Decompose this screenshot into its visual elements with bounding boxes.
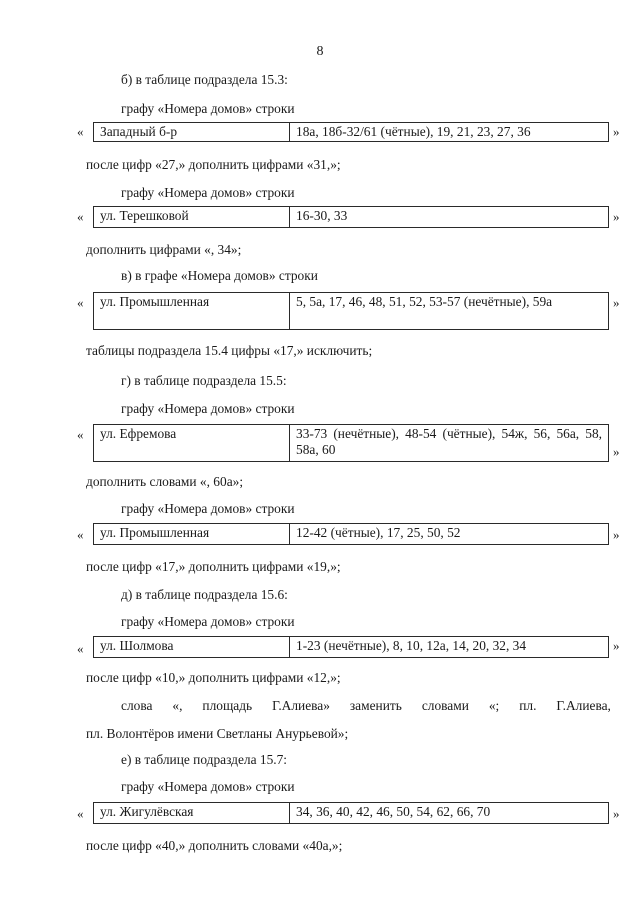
house-numbers: 34, 36, 40, 42, 46, 50, 54, 62, 66, 70 <box>296 804 491 819</box>
quote-close: » <box>613 295 620 310</box>
paragraph-exclude-17: таблицы подраздела 15.4 цифры «17,» исключить; <box>86 343 373 358</box>
street-name: Западный б-р <box>94 123 290 141</box>
paragraph-column-houses: графу «Номера домов» строки <box>121 401 295 416</box>
paragraph-add-19: после цифр «17,» дополнить цифрами «19,»; <box>86 559 341 574</box>
street-name: ул. Промышленная <box>94 293 290 329</box>
quote-open: « <box>77 209 84 224</box>
quote-open: « <box>77 641 84 656</box>
paragraph-add-40a: после цифр «40,» дополнить словами «40а,»; <box>86 838 343 853</box>
word: заменить <box>349 698 402 713</box>
word: словами <box>421 698 469 713</box>
paragraph-add-12: после цифр «10,» дополнить цифрами «12,»; <box>86 670 341 685</box>
quote-close: » <box>613 124 620 139</box>
street-name: ул. Жигулёвская <box>94 803 290 823</box>
paragraph-column-houses: графу «Номера домов» строки <box>121 779 295 794</box>
quote-open: « <box>77 124 84 139</box>
house-numbers: 12-42 (чётные), 17, 25, 50, 52 <box>296 525 461 540</box>
quote-close: » <box>613 638 620 653</box>
house-numbers: 18а, 18б-32/61 (чётные), 19, 21, 23, 27, 36 <box>296 124 531 139</box>
street-name: ул. Шолмова <box>94 637 290 657</box>
word: «, <box>172 698 183 713</box>
house-numbers: 16-30, 33 <box>296 208 348 223</box>
paragraph-replace-words <box>86 698 611 714</box>
paragraph-replace-words-cont: пл. Волонтёров имени Светланы Анурьевой»; <box>86 726 349 741</box>
word: Г.Алиева, <box>556 698 611 713</box>
quote-close: » <box>613 444 620 459</box>
paragraph-subsection-15-3: б) в таблице подраздела 15.3: <box>121 72 288 87</box>
word: площадь <box>202 698 253 713</box>
word: «; <box>488 698 500 713</box>
quote-open: « <box>77 806 84 821</box>
paragraph-column-houses: в) в графе «Номера домов» строки <box>121 268 318 283</box>
paragraph-subsection-15-6: д) в таблице подраздела 15.6: <box>121 587 288 602</box>
paragraph-subsection-15-7: е) в таблице подраздела 15.7: <box>121 752 288 767</box>
page-number: 8 <box>316 44 324 59</box>
quote-close: » <box>613 527 620 542</box>
word: пл. <box>519 698 537 713</box>
house-numbers: 1-23 (нечётные), 8, 10, 12а, 14, 20, 32, 34 <box>296 638 527 653</box>
paragraph-column-houses: графу «Номера домов» строки <box>121 501 295 516</box>
word: Г.Алиева» <box>272 698 330 713</box>
street-name: ул. Промышленная <box>94 524 290 544</box>
word: слова <box>121 698 153 713</box>
paragraph-column-houses: графу «Номера домов» строки <box>121 185 295 200</box>
paragraph-column-houses: графу «Номера домов» строки <box>121 101 295 116</box>
street-name: ул. Ефремова <box>94 425 290 461</box>
quote-open: « <box>77 527 84 542</box>
house-numbers: 33-73 (нечётные), 48-54 (чётные), 54ж, 56, 56а, 58, 58а, 60 <box>296 426 602 457</box>
quote-close: » <box>613 209 620 224</box>
quote-close: » <box>613 806 620 821</box>
quote-open: « <box>77 295 84 310</box>
paragraph-add-34: дополнить цифрами «, 34»; <box>86 242 242 257</box>
street-name: ул. Терешковой <box>94 207 290 227</box>
paragraph-subsection-15-5: г) в таблице подраздела 15.5: <box>121 373 287 388</box>
paragraph-column-houses: графу «Номера домов» строки <box>121 614 295 629</box>
quote-open: « <box>77 427 84 442</box>
paragraph-add-31: после цифр «27,» дополнить цифрами «31,»; <box>86 157 341 172</box>
paragraph-add-60a: дополнить словами «, 60а»; <box>86 474 244 489</box>
house-numbers: 5, 5а, 17, 46, 48, 51, 52, 53-57 (нечётные), 59а <box>296 294 553 309</box>
